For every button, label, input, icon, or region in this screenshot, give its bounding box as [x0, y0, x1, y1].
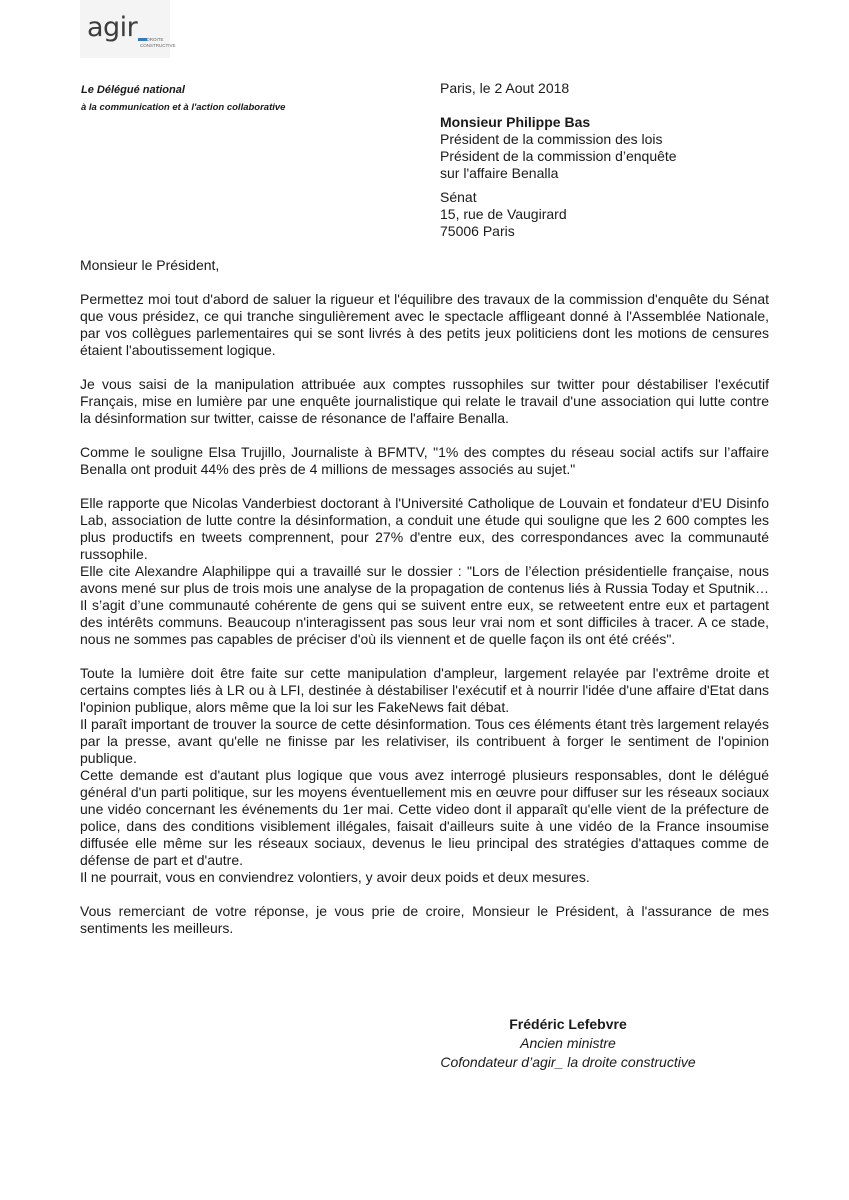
salutation: Monsieur le Président, [80, 257, 220, 273]
address-block [440, 189, 567, 240]
paragraph-9: Il ne pourrait, vous en conviendrez volontiers, y avoir deux poids et deux mesures. [80, 869, 590, 885]
paragraph-1: Permettez moi tout d'abord de saluer la rigueur et l'équilibre des travaux de la commission d'enquête du Sénat que vous présidez, ce qui tranche singulièrement avec le spectacle affligeant donné à l'Assemblée Nationale, par vos collègues parlementaires qui se sont livrés à des petits jeux politiciens dont les motions de censures étaient l'aboutissement logique. [80, 291, 769, 358]
recipient-line-1: Président de la commission des lois [440, 131, 663, 147]
sender-block [81, 82, 285, 116]
signature-block [400, 1015, 736, 1072]
paragraph-2: Je vous saisi de la manipulation attribuée aux comptes russophiles sur twitter pour déstabiliser l'exécutif Français, mise en lumière par une enquête journalistique qui relate le travail d'une association qui lutte contre la désinformation sur twitter, caisse de résonance de l'affaire Benalla. [80, 376, 769, 426]
dateline: Paris, le 2 Aout 2018 [440, 80, 570, 96]
paragraph-5: Elle cite Alexandre Alaphilippe qui a travaillé sur le dossier : "Lors de l’élection présidentielle française, nous avons mené sur plus de trois mois une analyse de la propagation de contenus liés à Russia Today et Sputnik… Il s’agit d’une communauté cohérente de gens qui se suivent entre eux, se retweetent entre eux et partagent des intérêts communs. Beaucoup n'interagissent pas sous leur vrai nom et sont difficiles à tracer. A ce stade, nous ne sommes pas capables de préciser d'où ils viennent et de quelle façon ils ont été créés". [80, 563, 769, 647]
paragraph-7: Il paraît important de trouver la source de cette désinformation. Tous ces éléments étant très largement relayés par la presse, avant qu'elle ne finisse par les relativiser, ils contribuent à forger le sentiment de l'opinion publique. [80, 716, 769, 766]
paragraph-4: Elle rapporte que Nicolas Vanderbiest doctorant à l'Université Catholique de Louvain et fondateur d'EU Disinfo Lab, association de lutte contre la désinformation, a conduit une étude qui souligne que les 2 600 comptes les plus productifs en tweets comprennent, pour 27% d'entre eux, des correspondances avec la communauté russophile. [80, 495, 769, 562]
signatory-name: Frédéric Lefebvre [509, 1016, 627, 1032]
signatory-role-2: Cofondateur d’agir_ la droite constructive [440, 1054, 696, 1070]
recipient-block [440, 114, 677, 182]
recipient-line-3: sur l'affaire Benalla [440, 165, 559, 181]
closing-paragraph: Vous remerciant de votre réponse, je vous prie de croire, Monsieur le Président, à l'assurance de mes sentiments les meilleurs. [80, 903, 769, 936]
paragraph-6: Toute la lumière doit être faite sur cette manipulation d'ampleur, largement relayée par l'extrême droite et certains comptes liés à LR ou à LFI, destinée à déstabiliser l'exécutif et à nourrir l'idée d'une affaire d'Etat dans l'opinion publique, alors même que la loi sur les FakeNews fait débat. [80, 665, 769, 715]
paragraph-3: Comme le souligne Elsa Trujillo, Journaliste à BFMTV, "1% des comptes du réseau social actifs sur l’affaire Benalla ont produit 44% des près de 4 millions de messages associés au sujet." [80, 444, 769, 477]
address-line-2: 15, rue de Vaugirard [440, 206, 567, 222]
recipient-name: Monsieur Philippe Bas [440, 114, 591, 130]
sender-subtitle: à la communication et à l'action collaborative [81, 102, 286, 113]
address-line-1: Sénat [440, 189, 477, 205]
address-line-3: 75006 Paris [440, 223, 515, 239]
recipient-line-2: Président de la commission d’enquête [440, 148, 677, 164]
logo-tagline: LA DROITE CONSTRUCTIVE [140, 37, 176, 48]
logo-wordmark: agir [87, 12, 138, 43]
signatory-role-1: Ancien ministre [520, 1035, 616, 1051]
sender-title: Le Délégué national [81, 84, 185, 96]
agir-logo [80, 0, 176, 58]
letter-body [80, 257, 769, 937]
paragraph-8: Cette demande est d'autant plus logique que vous avez interrogé plusieurs responsables, dont le délégué général d'un parti politique, sur les moyens éventuellement mis en œuvre pour diffuser sur les réseaux sociaux une vidéo concernant les événements du 1er mai. Cette video dont il apparaît qu'elle vient de la préfecture de police, dans des conditions visiblement illégales, faisait d'ailleurs suite à une vidéo de la France insoumise diffusée elle même sur les réseaux sociaux, devenus le lieu principal des stratégies d'attaques comme de défense de part et d'autre. [80, 767, 769, 868]
